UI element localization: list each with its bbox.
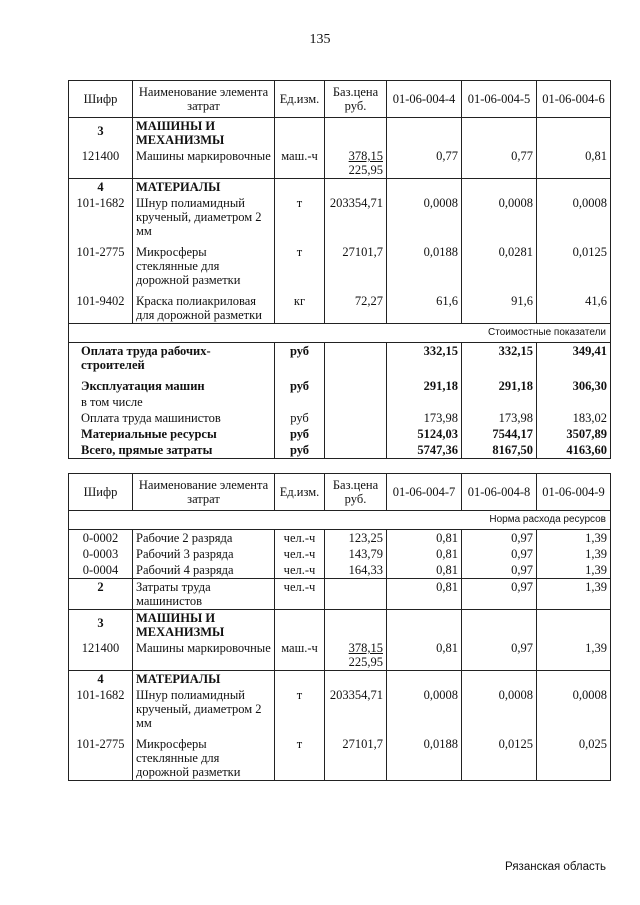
price-wage: 225,95 xyxy=(348,163,383,177)
row-price: 143,79 xyxy=(325,546,387,562)
cost-value: 5124,03 xyxy=(387,426,462,442)
row-value: 0,0008 xyxy=(462,195,537,239)
row-code: 101-1682 xyxy=(69,195,133,239)
row-unit: т xyxy=(275,239,325,288)
cost-value: 291,18 xyxy=(462,373,537,394)
row-price xyxy=(325,148,387,179)
row-unit: т xyxy=(275,195,325,239)
section-row-operators xyxy=(69,579,611,610)
row-price: 203354,71 xyxy=(325,687,387,731)
row-value: 0,81 xyxy=(387,546,462,562)
cost-row xyxy=(69,373,611,394)
section-number: 4 xyxy=(69,179,133,196)
row-value: 61,6 xyxy=(387,288,462,324)
col-header-norm: 01-06-004-4 xyxy=(387,81,462,118)
table-header-row xyxy=(69,474,611,511)
cost-value: 8167,50 xyxy=(462,442,537,459)
row-code: 0-0002 xyxy=(69,530,133,547)
row-name: Затраты труда машинистов xyxy=(133,579,275,610)
banner-row xyxy=(69,324,611,343)
section-row-machines xyxy=(69,118,611,149)
row-code: 101-9402 xyxy=(69,288,133,324)
section-number: 3 xyxy=(69,118,133,149)
region-footer: Рязанская область xyxy=(505,861,606,873)
row-value: 0,0008 xyxy=(387,195,462,239)
row-value: 0,025 xyxy=(537,731,611,781)
row-price: 72,27 xyxy=(325,288,387,324)
col-header-unit: Ед.изм. xyxy=(275,474,325,511)
row-name: Микросферы стеклянные для дорожной разметки xyxy=(133,731,275,781)
section-title: МАТЕРИАЛЫ xyxy=(133,671,275,688)
row-code: 0-0003 xyxy=(69,546,133,562)
row-value: 0,0125 xyxy=(537,239,611,288)
cost-unit: руб xyxy=(275,442,325,459)
row-unit: маш.-ч xyxy=(275,148,325,179)
cost-value: 183,02 xyxy=(537,410,611,426)
row-unit: чел.-ч xyxy=(275,546,325,562)
cost-row xyxy=(69,343,611,374)
price-wage: 225,95 xyxy=(348,655,383,669)
row-value: 0,97 xyxy=(462,640,537,671)
resource-table-2 xyxy=(68,473,611,781)
row-value: 0,0188 xyxy=(387,239,462,288)
resource-norm-banner: Норма расхода ресурсов xyxy=(69,511,611,530)
row-value: 0,0281 xyxy=(462,239,537,288)
section-number: 4 xyxy=(69,671,133,688)
row-name: Машины маркировочные xyxy=(133,640,275,671)
table-row xyxy=(69,195,611,239)
row-unit: т xyxy=(275,687,325,731)
row-value: 0,81 xyxy=(537,148,611,179)
cost-value: 7544,17 xyxy=(462,426,537,442)
row-unit: маш.-ч xyxy=(275,640,325,671)
row-name: Машины маркировочные xyxy=(133,148,275,179)
table-row xyxy=(69,148,611,179)
cost-row xyxy=(69,394,611,410)
cost-value: 173,98 xyxy=(387,410,462,426)
row-value: 0,0188 xyxy=(387,731,462,781)
row-unit: чел.-ч xyxy=(275,530,325,547)
price-total: 378,15 xyxy=(348,149,383,163)
row-value: 0,77 xyxy=(462,148,537,179)
cost-unit: руб xyxy=(275,343,325,374)
row-price: 164,33 xyxy=(325,562,387,579)
row-name: Рабочий 4 разряда xyxy=(133,562,275,579)
row-unit: кг xyxy=(275,288,325,324)
row-name: Шнур полиамидный крученый, диаметром 2 мм xyxy=(133,195,275,239)
cost-name: Материальные ресурсы xyxy=(69,426,275,442)
row-code: 0-0004 xyxy=(69,562,133,579)
col-header-code: Шифр xyxy=(69,81,133,118)
table-row xyxy=(69,530,611,547)
cost-row xyxy=(69,410,611,426)
cost-value: 332,15 xyxy=(462,343,537,374)
cost-name: Оплата труда рабочих-строителей xyxy=(69,343,275,374)
row-code: 101-1682 xyxy=(69,687,133,731)
col-header-code: Шифр xyxy=(69,474,133,511)
section-title: МАТЕРИАЛЫ xyxy=(133,179,275,196)
table-row xyxy=(69,562,611,579)
row-code: 101-2775 xyxy=(69,731,133,781)
row-name: Шнур полиамидный крученый, диаметром 2 мм xyxy=(133,687,275,731)
row-value: 0,0008 xyxy=(462,687,537,731)
row-value: 41,6 xyxy=(537,288,611,324)
row-value: 0,0125 xyxy=(462,731,537,781)
col-header-norm: 01-06-004-7 xyxy=(387,474,462,511)
row-value: 0,81 xyxy=(387,530,462,547)
col-header-name: Наименование элемента затрат xyxy=(133,474,275,511)
row-value: 0,97 xyxy=(462,562,537,579)
resource-table-1 xyxy=(68,80,611,459)
section-number: 2 xyxy=(69,579,133,610)
row-value: 1,39 xyxy=(537,546,611,562)
row-price: 27101,7 xyxy=(325,731,387,781)
cost-name: Оплата труда машинистов xyxy=(69,410,275,426)
table-row xyxy=(69,546,611,562)
cost-value: 5747,36 xyxy=(387,442,462,459)
cost-name: Эксплуатация машин xyxy=(69,373,275,394)
row-unit: чел.-ч xyxy=(275,579,325,610)
col-header-price: Баз.цена руб. xyxy=(325,474,387,511)
row-value: 0,97 xyxy=(462,530,537,547)
row-unit: т xyxy=(275,731,325,781)
row-price: 27101,7 xyxy=(325,239,387,288)
row-value: 0,0008 xyxy=(537,687,611,731)
cost-name: Всего, прямые затраты xyxy=(69,442,275,459)
row-name: Рабочие 2 разряда xyxy=(133,530,275,547)
cost-value: 173,98 xyxy=(462,410,537,426)
col-header-norm: 01-06-004-5 xyxy=(462,81,537,118)
row-name: Краска полиакриловая для дорожной разметки xyxy=(133,288,275,324)
row-value: 1,39 xyxy=(537,530,611,547)
row-value: 0,0008 xyxy=(537,195,611,239)
cost-unit: руб xyxy=(275,410,325,426)
row-value: 1,39 xyxy=(537,640,611,671)
table-row xyxy=(69,239,611,288)
row-price: 123,25 xyxy=(325,530,387,547)
row-value: 0,81 xyxy=(387,579,462,610)
row-value: 0,81 xyxy=(387,562,462,579)
row-price: 203354,71 xyxy=(325,195,387,239)
cost-value: 332,15 xyxy=(387,343,462,374)
table-row xyxy=(69,640,611,671)
section-title: МАШИНЫ И МЕХАНИЗМЫ xyxy=(133,118,275,149)
section-number: 3 xyxy=(69,610,133,641)
col-header-unit: Ед.изм. xyxy=(275,81,325,118)
section-row-machines xyxy=(69,610,611,641)
row-value: 0,0008 xyxy=(387,687,462,731)
row-price xyxy=(325,640,387,671)
col-header-price: Баз.цена руб. xyxy=(325,81,387,118)
col-header-norm: 01-06-004-8 xyxy=(462,474,537,511)
row-value: 0,81 xyxy=(387,640,462,671)
row-value: 0,97 xyxy=(462,579,537,610)
row-code: 121400 xyxy=(69,640,133,671)
cost-row xyxy=(69,442,611,459)
row-unit: чел.-ч xyxy=(275,562,325,579)
row-code: 101-2775 xyxy=(69,239,133,288)
col-header-norm: 01-06-004-6 xyxy=(537,81,611,118)
row-code: 121400 xyxy=(69,148,133,179)
row-value: 1,39 xyxy=(537,562,611,579)
section-title: МАШИНЫ И МЕХАНИЗМЫ xyxy=(133,610,275,641)
col-header-norm: 01-06-004-9 xyxy=(537,474,611,511)
cost-name: в том числе xyxy=(69,394,275,410)
table-header-row xyxy=(69,81,611,118)
cost-value: 306,30 xyxy=(537,373,611,394)
section-row-materials xyxy=(69,671,611,688)
cost-unit: руб xyxy=(275,373,325,394)
cost-value: 4163,60 xyxy=(537,442,611,459)
row-value: 0,97 xyxy=(462,546,537,562)
cost-row xyxy=(69,426,611,442)
row-value: 91,6 xyxy=(462,288,537,324)
cost-value: 349,41 xyxy=(537,343,611,374)
cost-value: 291,18 xyxy=(387,373,462,394)
cost-unit: руб xyxy=(275,426,325,442)
banner-row xyxy=(69,511,611,530)
table-row xyxy=(69,288,611,324)
table-row xyxy=(69,731,611,781)
row-name: Микросферы стеклянные для дорожной разметки xyxy=(133,239,275,288)
row-value: 0,77 xyxy=(387,148,462,179)
cost-value: 3507,89 xyxy=(537,426,611,442)
page-number: 135 xyxy=(309,32,331,47)
table-row xyxy=(69,687,611,731)
section-row-materials xyxy=(69,179,611,196)
col-header-name: Наименование элемента затрат xyxy=(133,81,275,118)
cost-indicators-banner: Стоимостные показатели xyxy=(69,324,611,343)
row-value: 1,39 xyxy=(537,579,611,610)
price-total: 378,15 xyxy=(348,641,383,655)
row-name: Рабочий 3 разряда xyxy=(133,546,275,562)
